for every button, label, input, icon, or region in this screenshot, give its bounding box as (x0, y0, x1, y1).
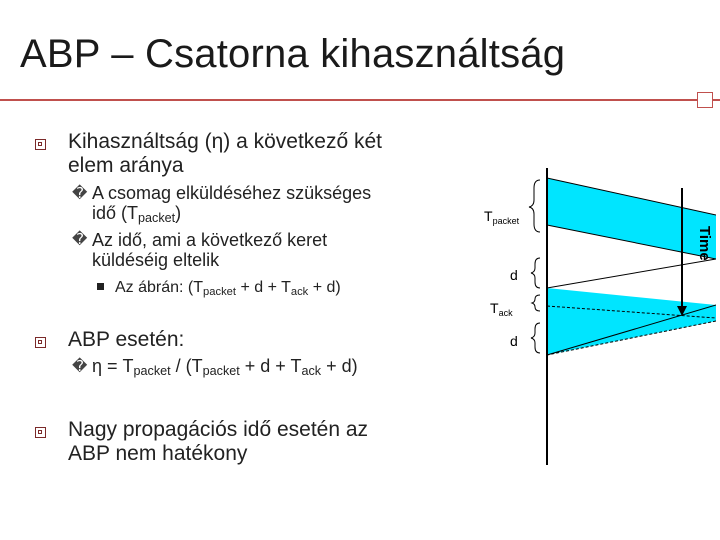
tack-label: $T_{ack}$ (490, 300, 513, 318)
square-bullet-icon (35, 427, 46, 438)
bullet-3-text (68, 418, 368, 466)
time-label: Time (696, 226, 713, 261)
square-bullet-icon (35, 337, 46, 348)
abp-timing-diagram (476, 168, 716, 468)
title-divider (0, 99, 720, 101)
slide-title: ABP – Csatorna kihasználtság (20, 32, 566, 76)
sub-bullet-1 (92, 183, 371, 223)
bullet-3-line-2: ABP nem hatékony (68, 442, 248, 465)
sub-bullet-icon: � (72, 231, 88, 248)
bullet-3-line-1: Nagy propagációs idő esetén az (68, 418, 369, 441)
sub-bullet-icon: � (72, 185, 88, 202)
title-corner-square (697, 92, 713, 108)
tpacket-label: $T_{packet}$ (484, 208, 520, 226)
sub-bullet-2-line-2: küldéséig eltelik (92, 250, 220, 270)
sub-bullet-formula: $\eta = T_{packet} / (T_{packet} + d + T_{ack} + d)$ (92, 356, 358, 378)
small-square-bullet-icon (97, 283, 104, 290)
square-bullet-icon (35, 139, 46, 150)
bullet-1-line-2: elem aránya (68, 154, 184, 177)
bullet-1-text (68, 130, 382, 178)
sub-bullet-1-line-1: A csomag elküldéséhez szükséges (92, 183, 372, 203)
sub-bullet-2 (92, 230, 327, 270)
bullet-2-text: ABP esetén: (68, 328, 185, 351)
d-label-1: d (510, 267, 518, 283)
d-label-2: d (510, 333, 518, 349)
sub-bullet-1-line-2: idő $(T_{packet})$ (92, 203, 182, 225)
sub-bullet-3: Az ábrán: $(T_{packet} + d + T_{ack} + d)$ (115, 279, 341, 298)
bullet-1-line-1: Kihasználtság (η) a következő két (68, 130, 382, 153)
sub-bullet-icon: � (72, 358, 88, 375)
sub-bullet-2-line-1: Az idő, ami a következő keret (92, 230, 328, 250)
